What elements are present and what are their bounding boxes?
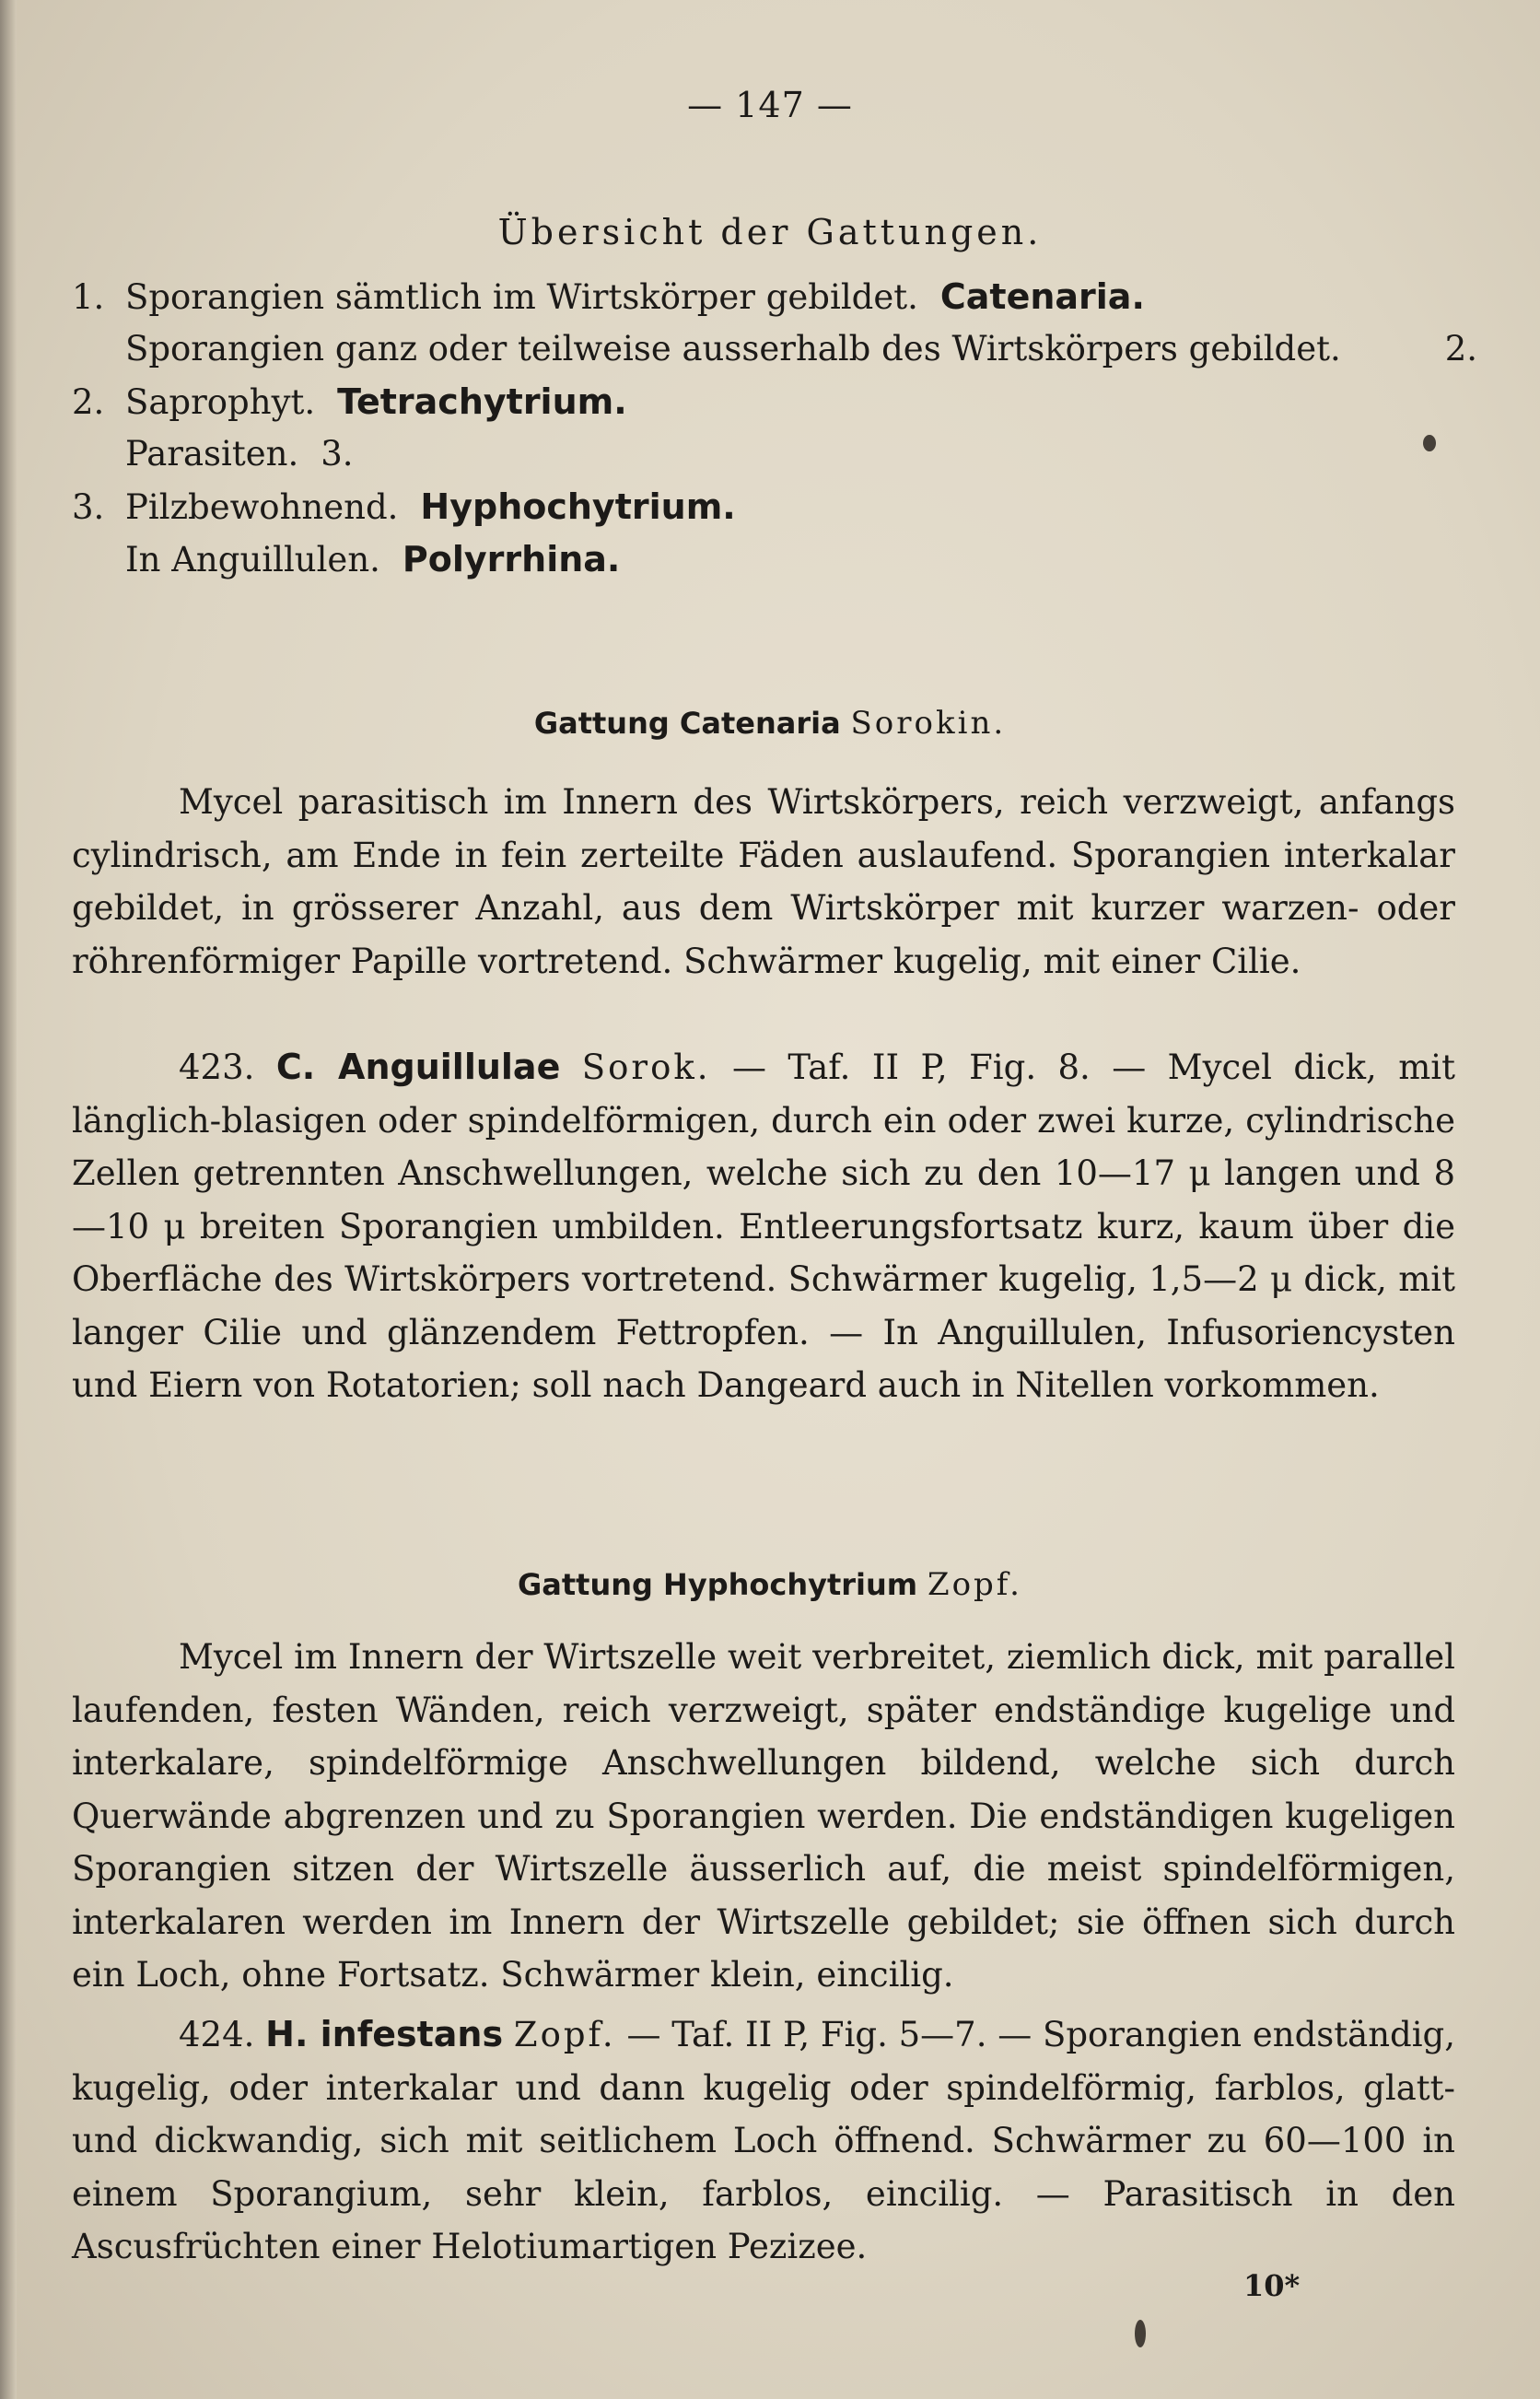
species-423-entry [72,1041,1455,1412]
ink-spot [1423,435,1436,451]
key-text: Sporangien ganz oder teilweise ausserhalb des Wirtskörpers gebildet. [125,329,1341,369]
key-row [72,381,1472,434]
species-name: H. infestans [265,2014,504,2054]
overview-title: Übersicht der Gattungen. [497,212,1043,252]
key-genus: Polyrrhina. [402,539,621,579]
species-name: C. Anguillulae [275,1047,561,1087]
genus-key [72,276,1477,591]
ink-spot [1135,2320,1146,2347]
key-row [72,329,1477,381]
signature-mark: 10* [1243,2268,1301,2303]
species-text: — Taf. II P, Fig. 8. — Mycel dick, mit länglich-blasigen oder spindelförmigen, durch ein oder zwei kurze, cylindrische Zellen getrennten Anschwellungen, welche sich zu den 10—17 μ langen und 8—10 μ breiten Sporangien umbilden. Entleerungsfortsatz kurz, kaum über die Oberfläche des Wirtskörpers vortretend. Schwärmer kugelig, 1,5—2 μ dick, mit langer Cilie und glänzendem Fettropfen. — In Anguillulen, Infusoriencysten und Eiern von Rotatorien; soll nach Dangeard auch in Nitellen vorkommen. [72,1047,1455,1405]
key-reference: 2. [1444,329,1477,369]
catenaria-description: Mycel parasitisch im Innern des Wirtskörpers, reich verzweigt, anfangs cylindrisch, am Ende in fein zerteilte Fäden auslaufend. Sporangien interkalar gebildet, in grösserer Anzahl, aus dem Wirtskörper mit kurzer warzen- oder röhrenförmiger Papille vortretend. Schwärmer kugelig, mit einer Cilie. [72,782,1455,981]
page-number: — 147 — [687,85,853,125]
key-genus: Catenaria. [939,276,1145,317]
key-text: Parasiten. [125,434,299,474]
key-number: 2. [72,382,105,422]
key-number: 3. [72,487,105,527]
species-424-entry [72,2008,1455,2274]
key-reference: 3. [321,434,354,474]
species-author: Sorok. [581,1047,711,1087]
hyphochytrium-description: Mycel im Innern der Wirtszelle weit verbreitet, ziemlich dick, mit parallel laufenden, festen Wänden, reich verzweigt, später endständige kugelige und interkalare, spindelförmige Anschwellungen bildend, welche sich durch Querwände abgrenzen und zu Sporangien werden. Die endständigen kugeligen Sporangien sitzen der Wirtszelle äusserlich auf, die meist spindelförmigen, interkalaren werden im Innern der Wirtszelle gebildet; sie öffnen sich durch ein Loch, ohne Fortsatz. Schwärmer klein, eincilig. [72,1637,1455,1995]
key-number: 1. [72,277,105,317]
page-binding-edge [0,0,17,2399]
genus-heading-hyphochytrium [0,1566,1540,1603]
genus-heading-author: Zopf. [927,1566,1022,1603]
species-number: 423. [179,1047,255,1087]
key-genus: Tetrachytrium. [337,381,627,422]
genus-heading-title: Gattung Hyphochytrium [517,1567,918,1602]
genus-heading-title: Gattung Catenaria [533,706,841,741]
key-row [72,434,1472,486]
key-row [72,486,1472,539]
key-row [72,539,1472,591]
species-text: — Taf. II P, Fig. 5—7. — Sporangien endständig, kugelig, oder interkalar und dann kugelig oder spindelförmig, farblos, glatt- und dickwandig, sich mit seitlichem Loch öffnend. Schwärmer zu 60—100 in einem Sporangium, sehr klein, farblos, eincilig. — Parasitisch in den Ascusfrüchten einer Helotiumartigen Pezizee. [72,2015,1455,2266]
key-text: Sporangien sämtlich im Wirtskörper gebildet. [125,277,918,317]
species-author: Zopf. [513,2015,616,2054]
key-text: In Anguillulen. [125,540,380,579]
genus-heading-catenaria [0,705,1540,742]
key-genus: Hyphochytrium. [420,486,736,527]
key-row [72,276,1472,329]
key-text: Saprophyt. [125,382,316,422]
species-number: 424. [179,2015,255,2054]
key-text: Pilzbewohnend. [125,487,399,527]
genus-heading-author: Sorokin. [850,705,1007,742]
